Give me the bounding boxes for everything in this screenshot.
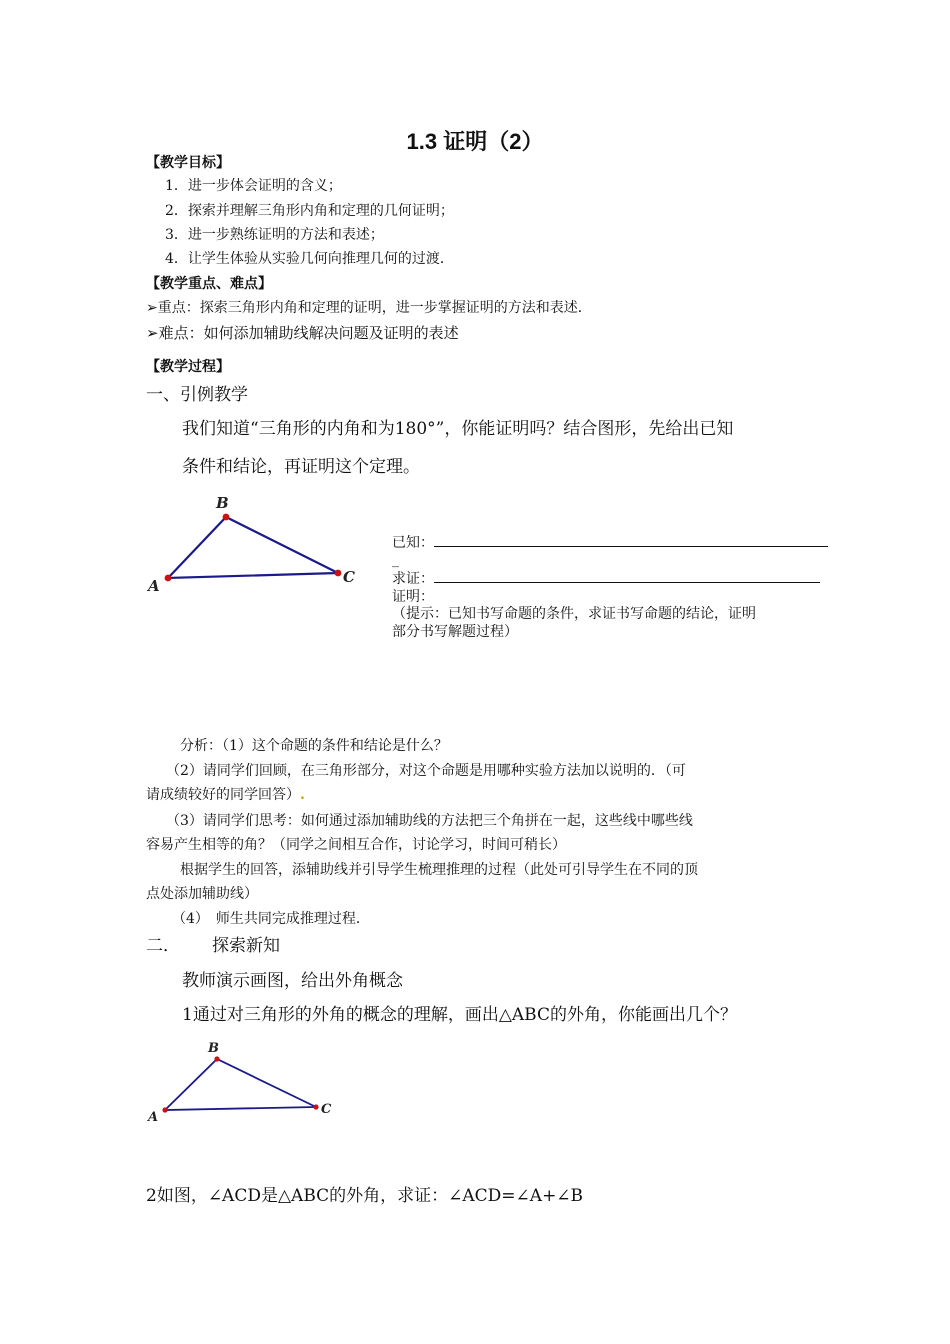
keypoints-heading: 【教学重点、难点】 (146, 276, 272, 292)
vertex-c-label: C (343, 568, 355, 586)
intro-line-2: 条件和结论，再证明这个定理。 (182, 457, 420, 477)
vertex-a-point (162, 1107, 167, 1112)
triangle-outline (165, 1059, 316, 1110)
vertex-a-label: A (148, 577, 160, 595)
analysis-line-text: 请成绩较好的同学回答） (146, 787, 300, 803)
given-label: 已知： (392, 535, 434, 551)
vertex-b-point (223, 514, 230, 521)
process-heading: 【教学过程】 (146, 359, 230, 375)
vertex-a-point (165, 575, 172, 582)
vertex-c-label: C (321, 1102, 332, 1117)
arrow-bullet-icon: ➢ (146, 300, 158, 316)
given-field (392, 532, 828, 552)
vertex-c-point (335, 570, 342, 577)
prove-label: 求证： (392, 571, 434, 587)
analysis-line: 点处添加辅助线） (146, 886, 258, 902)
vertex-b-label: B (216, 494, 229, 512)
proof-label: 证明： (392, 589, 434, 605)
keypoint-difficulty (146, 322, 459, 343)
vertex-b-label: B (208, 1041, 219, 1056)
triangle-abc-figure-2 (140, 1036, 350, 1128)
objectives-heading: 【教学目标】 (146, 155, 230, 171)
objective-item: 2．探索并理解三角形内角和定理的几何证明； (165, 203, 454, 219)
objective-item: 4．让学生体验从实验几何向推理几何的过渡． (165, 251, 454, 267)
given-blank-line[interactable] (434, 534, 828, 547)
arrow-bullet-icon: ➢ (146, 324, 159, 342)
analysis-line: （4） 师生共同完成推理过程． (172, 911, 370, 927)
vertex-c-point (313, 1104, 318, 1109)
triangle-outline (168, 517, 338, 578)
objective-item: 3．进一步熟练证明的方法和表述； (165, 227, 384, 243)
analysis-line: 容易产生相等的角？（同学之间相互合作，讨论学习，时间可稍长） (146, 837, 566, 853)
vertex-a-label: A (148, 1110, 159, 1125)
intro-line-1: 我们知道“三角形的内角和为180°”，你能证明吗？结合图形，先给出已知 (182, 419, 734, 439)
section1-title: 一、引例教学 (146, 385, 248, 405)
hint-line-2: 部分书写解题过程） (392, 624, 518, 640)
prove-field (392, 568, 820, 588)
given-extra-mark: _ (392, 552, 399, 568)
analysis-line: （3）请同学们思考：如何通过添加辅助线的方法把三个角拼在一起，这些线中哪些线 (166, 813, 693, 829)
vertex-b-point (214, 1056, 219, 1061)
keypoint-key-text: 重点：探索三角形内角和定理的证明，进一步掌握证明的方法和表述． (157, 300, 592, 316)
teacher-demo-text: 教师演示画图，给出外角概念 (182, 971, 403, 991)
dot-mark: . (300, 787, 305, 803)
analysis-line (146, 784, 305, 804)
objective-item: 1．进一步体会证明的含义； (165, 178, 342, 194)
keypoint-key (146, 297, 592, 317)
section2-title: 探索新知 (212, 936, 280, 956)
analysis-line: 根据学生的回答，添辅助线并引导学生梳理推理的过程（此处可引导学生在不同的顶 (180, 862, 698, 878)
page-title: 1.3 证明（2） (406, 129, 544, 154)
question-2: 2如图，∠ACD是△ABC的外角，求证：∠ACD=∠A+∠B (146, 1186, 584, 1206)
question-1: 1通过对三角形的外角的概念的理解，画出△ABC的外角，你能画出几个？ (182, 1005, 737, 1025)
analysis-line: （2）请同学们回顾，在三角形部分，对这个命题是用哪种实验方法加以说明的．（可 (166, 763, 686, 779)
section2-number: 二． (146, 936, 180, 956)
triangle-abc-figure (140, 490, 370, 600)
analysis-line: 分析：（1）这个命题的条件和结论是什么？ (180, 738, 448, 754)
hint-line-1: （提示：已知书写命题的条件，求证书写命题的结论，证明 (392, 606, 756, 622)
prove-blank-line[interactable] (434, 570, 820, 583)
keypoint-difficulty-text: 难点：如何添加辅助线解决问题及证明的表述 (158, 324, 459, 342)
